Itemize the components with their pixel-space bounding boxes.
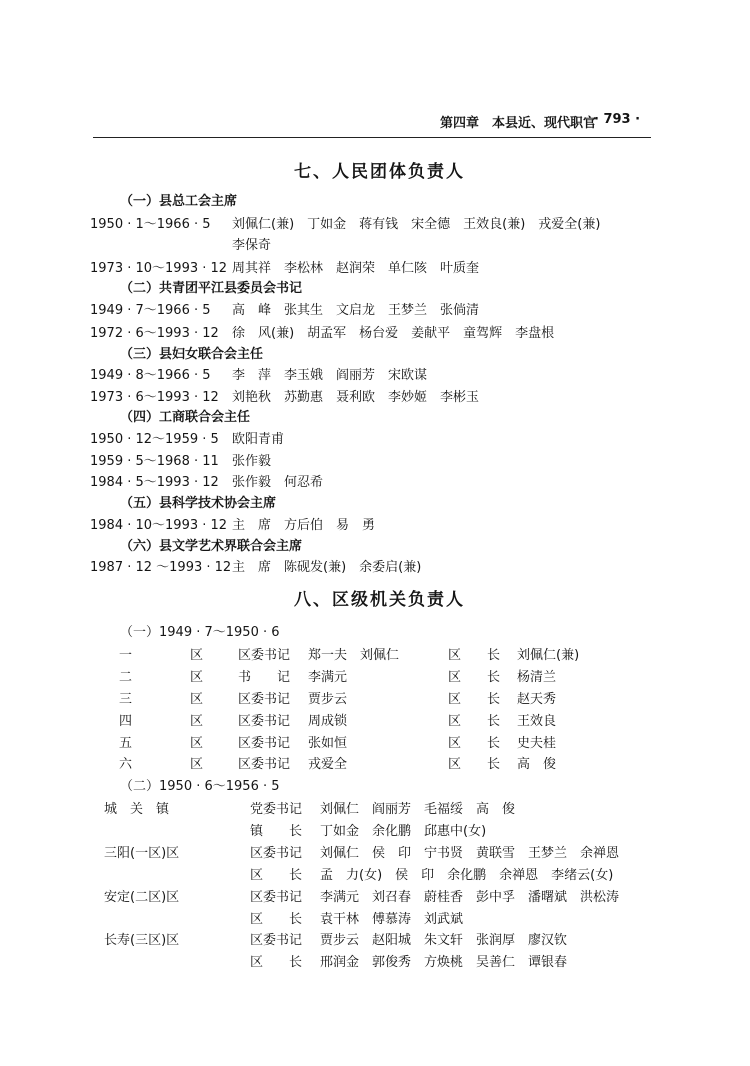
officer-names: 周成锁 bbox=[308, 714, 348, 729]
role-label: 区 长 bbox=[448, 757, 501, 772]
role-label: 区委书记 bbox=[238, 736, 291, 751]
role-label: 区 长 bbox=[250, 955, 303, 970]
term-period: 1949 · 8～1966 · 5 bbox=[90, 368, 211, 383]
district-number: 六 bbox=[119, 757, 133, 772]
term-names: 刘佩仁(兼) 丁如金 蒋有钱 宋全德 王效良(兼) 戎爱全(兼) bbox=[232, 217, 601, 232]
district-unit: 区 bbox=[190, 692, 204, 707]
term-period: 1972 · 6～1993 · 12 bbox=[90, 326, 219, 341]
term-names: 李 萍 李玉娥 阎丽芳 宋欧谋 bbox=[232, 368, 428, 383]
role-label: 区委书记 bbox=[238, 714, 291, 729]
term-period: 1950 · 12～1959 · 5 bbox=[90, 432, 219, 447]
district-number: 五 bbox=[119, 736, 133, 751]
role-label: 区 长 bbox=[448, 736, 501, 751]
district-number: 二 bbox=[119, 670, 133, 685]
role-label: 区 长 bbox=[250, 868, 303, 883]
section-8-title: 八、区级机关负责人 bbox=[294, 590, 465, 610]
officer-names: 孟 力(女) 侯 印 余化鹏 余禅恩 李绪云(女) bbox=[320, 868, 614, 883]
term-period: 1959 · 5～1968 · 11 bbox=[90, 454, 219, 469]
term-period: 1973 · 10～1993 · 12 bbox=[90, 261, 228, 276]
officer-names: 戎爱全 bbox=[308, 757, 348, 772]
role-label: 区委书记 bbox=[250, 890, 303, 905]
period-heading: （二）1950 · 6～1956 · 5 bbox=[120, 779, 280, 794]
place-name: 安定(二区)区 bbox=[104, 890, 180, 905]
role-label: 区委书记 bbox=[238, 692, 291, 707]
role-label: 党委书记 bbox=[250, 802, 303, 817]
district-number: 四 bbox=[119, 714, 133, 729]
term-names: 张作毅 何忍希 bbox=[232, 475, 324, 490]
role-label: 区 长 bbox=[448, 670, 501, 685]
role-label: 区委书记 bbox=[250, 933, 303, 948]
role-label: 镇 长 bbox=[250, 824, 303, 839]
officer-names: 丁如金 余化鹏 邱惠中(女) bbox=[320, 824, 487, 839]
officer-names: 郑一夫 刘佩仁 bbox=[308, 648, 400, 663]
role-label: 区 长 bbox=[448, 648, 501, 663]
subsection-heading: （六）县文学艺术界联合会主席 bbox=[120, 539, 303, 554]
officer-names: 王效良 bbox=[517, 714, 557, 729]
officer-names: 李满元 bbox=[308, 670, 348, 685]
district-unit: 区 bbox=[190, 736, 204, 751]
officer-names: 赵天秀 bbox=[517, 692, 557, 707]
officer-names: 刘佩仁 阎丽芳 毛福绥 高 俊 bbox=[320, 802, 516, 817]
term-period: 1949 · 7～1966 · 5 bbox=[90, 303, 211, 318]
officer-names: 贾步云 赵阳城 朱文轩 张润厚 廖汉钦 bbox=[320, 933, 568, 948]
subsection-heading: （二）共青团平江县委员会书记 bbox=[120, 281, 303, 296]
role-label: 区委书记 bbox=[238, 648, 291, 663]
role-label: 区 长 bbox=[448, 692, 501, 707]
term-names: 张作毅 bbox=[232, 454, 272, 469]
term-period: 1984 · 10～1993 · 12 bbox=[90, 518, 228, 533]
district-unit: 区 bbox=[190, 757, 204, 772]
subsection-heading: （四）工商联合会主任 bbox=[120, 410, 251, 425]
subsection-heading: （五）县科学技术协会主席 bbox=[120, 496, 277, 511]
term-period: 1950 · 1～1966 · 5 bbox=[90, 217, 211, 232]
role-label: 区委书记 bbox=[238, 757, 291, 772]
term-period: 1973 · 6～1993 · 12 bbox=[90, 390, 219, 405]
officer-names: 李满元 刘召春 蔚桂香 彭中孚 潘曙斌 洪松涛 bbox=[320, 890, 620, 905]
place-name: 长寿(三区)区 bbox=[104, 933, 180, 948]
district-number: 三 bbox=[119, 692, 133, 707]
term-names: 高 峰 张其生 文启龙 王梦兰 张倘清 bbox=[232, 303, 480, 318]
role-label: 书 记 bbox=[238, 670, 291, 685]
chapter-header: 第四章 本县近、现代职官 bbox=[440, 116, 597, 131]
officer-names: 袁干林 傅慕涛 刘武斌 bbox=[320, 912, 464, 927]
role-label: 区 长 bbox=[250, 912, 303, 927]
term-period: 1987 · 12 ～1993 · 12 bbox=[90, 560, 232, 575]
period-heading: （一）1949 · 7～1950 · 6 bbox=[120, 625, 280, 640]
officer-names: 刘佩仁 侯 印 宁书贤 黄联雪 王梦兰 余禅恩 bbox=[320, 846, 620, 861]
officer-names: 高 俊 bbox=[517, 757, 557, 772]
officer-names: 刘佩仁(兼) bbox=[517, 648, 580, 663]
place-name: 三阳(一区)区 bbox=[104, 846, 180, 861]
role-label: 区 长 bbox=[448, 714, 501, 729]
subsection-heading: （三）县妇女联合会主任 bbox=[120, 347, 264, 362]
term-period: 1984 · 5～1993 · 12 bbox=[90, 475, 219, 490]
term-names: 李保奇 bbox=[232, 238, 272, 253]
page-number: · 793 · bbox=[594, 112, 641, 127]
term-names: 主 席 陈砚发(兼) 余委启(兼) bbox=[232, 560, 422, 575]
section-7-title: 七、人民团体负责人 bbox=[294, 162, 465, 182]
term-names: 欧阳青甫 bbox=[232, 432, 285, 447]
district-unit: 区 bbox=[190, 648, 204, 663]
officer-names: 贾步云 bbox=[308, 692, 348, 707]
place-name: 城 关 镇 bbox=[104, 802, 170, 817]
term-names: 刘艳秋 苏勤惠 聂利欧 李妙姬 李彬玉 bbox=[232, 390, 480, 405]
district-unit: 区 bbox=[190, 670, 204, 685]
term-names: 周其祥 李松林 赵润荣 单仁陔 叶质奎 bbox=[232, 261, 480, 276]
district-number: 一 bbox=[119, 648, 133, 663]
term-names: 主 席 方后伯 易 勇 bbox=[232, 518, 376, 533]
officer-names: 杨清兰 bbox=[517, 670, 557, 685]
district-unit: 区 bbox=[190, 714, 204, 729]
subsection-heading: （一）县总工会主席 bbox=[120, 194, 238, 209]
term-names: 徐 风(兼) 胡孟军 杨台爱 姜献平 童驾辉 李盘根 bbox=[232, 326, 555, 341]
officer-names: 张如恒 bbox=[308, 736, 348, 751]
role-label: 区委书记 bbox=[250, 846, 303, 861]
officer-names: 史夫桂 bbox=[517, 736, 557, 751]
officer-names: 邢润金 郭俊秀 方焕桃 吴善仁 谭银春 bbox=[320, 955, 568, 970]
header-rule bbox=[93, 137, 651, 138]
